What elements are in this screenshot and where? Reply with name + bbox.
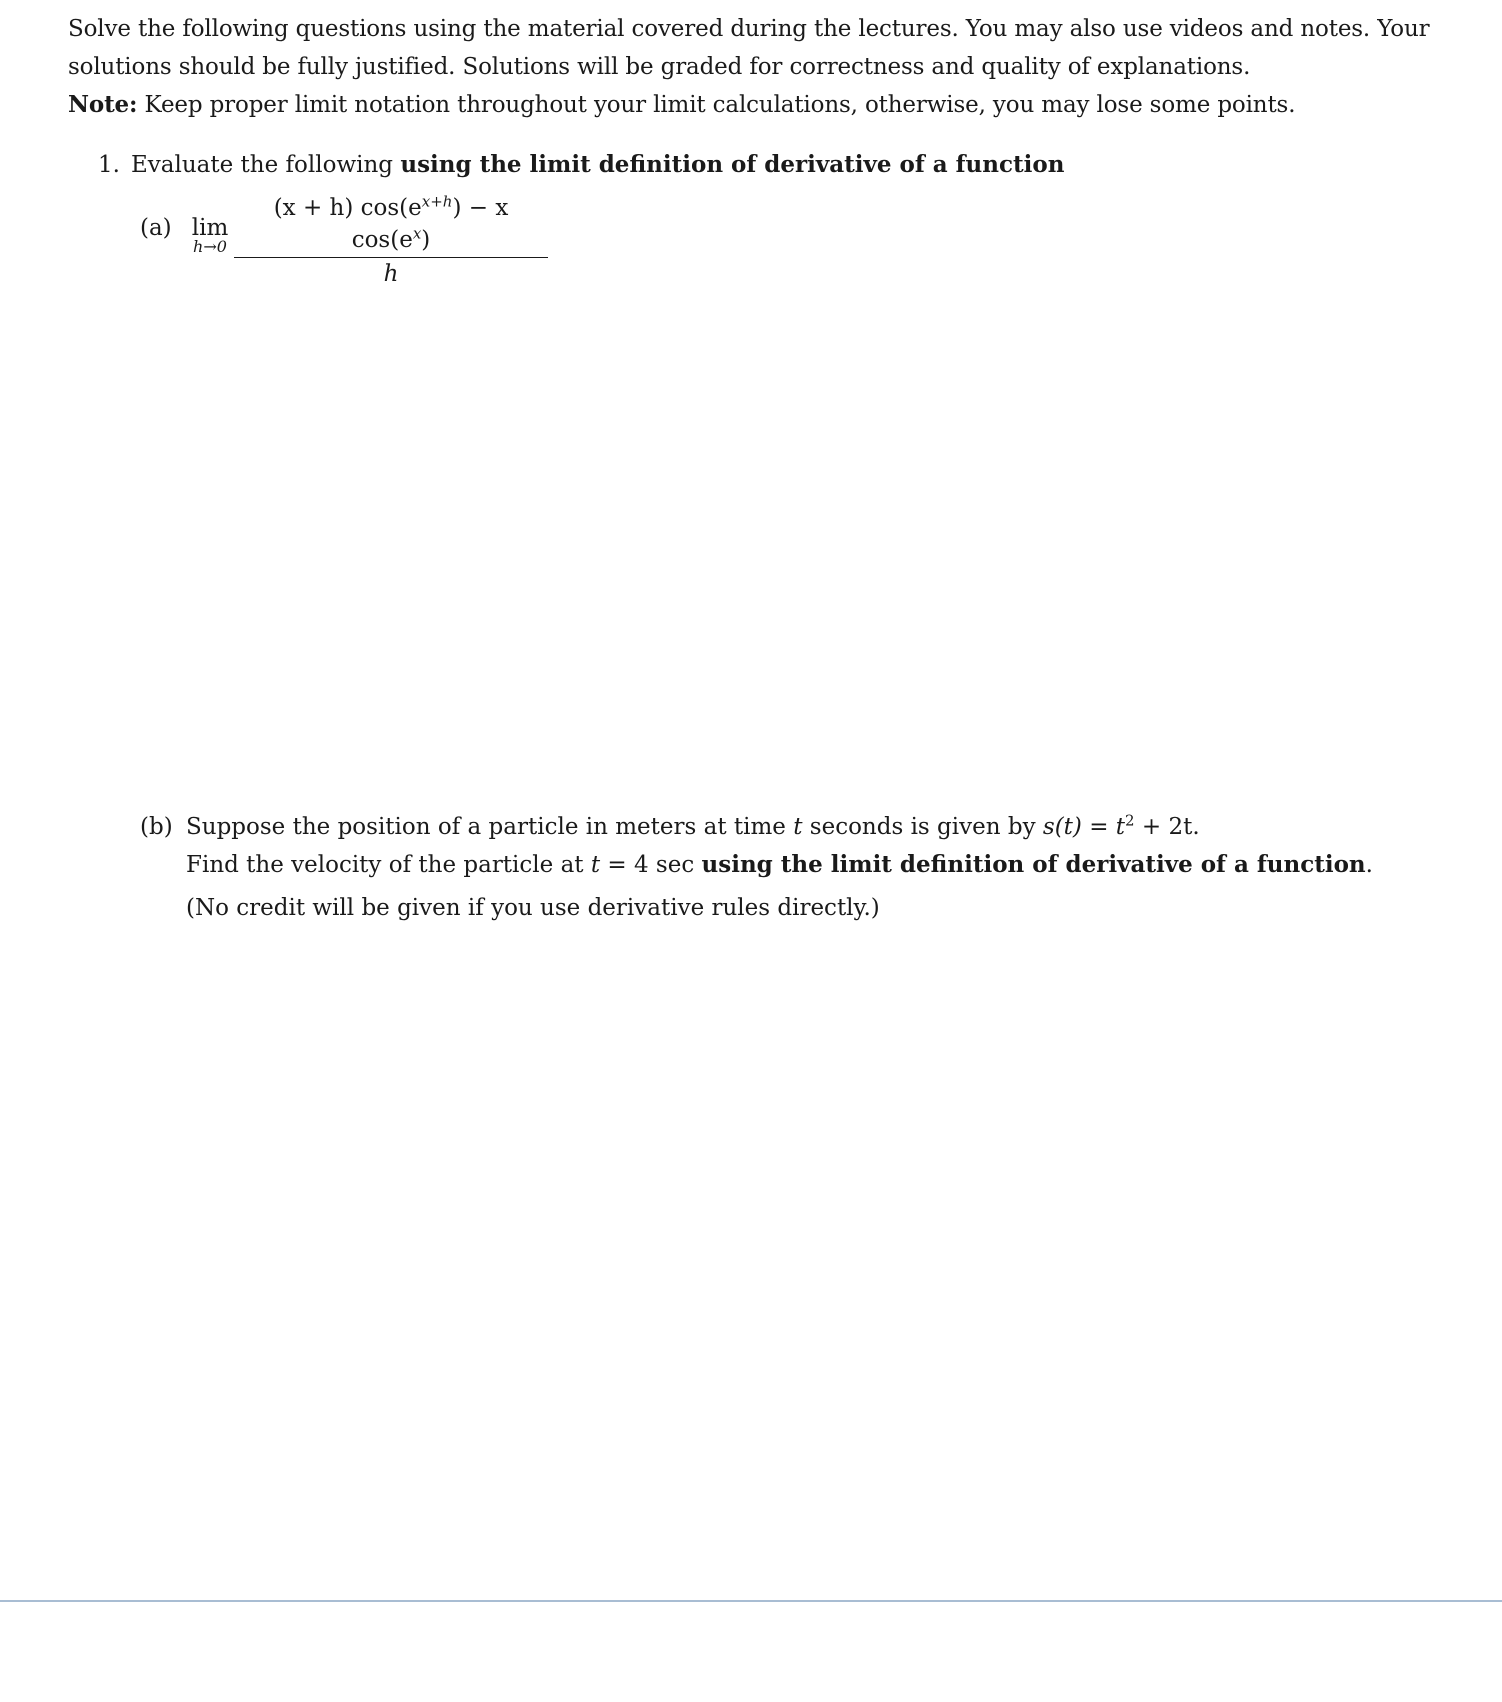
variable-t: t — [793, 814, 803, 840]
numerator-part-2: ) − x cos(e — [351, 195, 509, 253]
position-formula-end: + 2t. — [1134, 814, 1200, 840]
part-b-label: (b) — [140, 814, 173, 840]
instructions-line-2: solutions should be fully justified. Solutions will be graded for correctness and quality of explanations. — [68, 54, 1251, 80]
limit-fraction — [234, 192, 548, 290]
numerator-exponent-1: x+h — [421, 192, 453, 211]
part-b-body — [186, 808, 1446, 927]
part-a-label: (a) — [140, 215, 172, 241]
part-b-line-1 — [186, 808, 1446, 846]
formula-exponent: 2 — [1125, 811, 1135, 830]
position-formula: s(t) = t — [1042, 814, 1126, 840]
part-b-emphasis: using the limit definition of derivative of a function — [701, 851, 1366, 878]
note-line — [68, 86, 1448, 124]
question-1-text: Evaluate the following — [131, 152, 401, 178]
question-1-emphasis: using the limit definition of derivative of a function — [400, 151, 1065, 178]
note-label: Note: — [68, 91, 138, 118]
numerator-part-3: ) — [421, 227, 431, 253]
fraction-numerator — [234, 192, 548, 258]
limit-operator — [188, 215, 232, 255]
variable-t-2: t — [590, 852, 601, 878]
instructions-line-1: Solve the following questions using the material covered during the lectures. You may also use videos and notes. Your — [68, 16, 1430, 42]
numerator-exponent-2: x — [412, 224, 422, 243]
part-b-line-3: (No credit will be given if you use derivative rules directly.) — [186, 895, 880, 921]
part-b-line-1-text-a: Suppose the position of a particle in meters at time — [186, 814, 794, 840]
fraction-denominator: h — [383, 261, 399, 287]
part-b-line-1-text-b: seconds is given by — [802, 814, 1043, 840]
part-b-line-2-end: . — [1365, 852, 1373, 878]
limit-subscript: h→0 — [193, 237, 227, 256]
question-1 — [98, 146, 1064, 184]
limit-text: lim — [191, 215, 229, 241]
question-1-number: 1. — [98, 152, 120, 178]
part-b-line-2-text-b: = 4 sec — [600, 852, 702, 878]
page-divider — [0, 1600, 1502, 1602]
instructions — [68, 10, 1448, 124]
part-b-line-2 — [186, 846, 1446, 884]
numerator-part-1: (x + h) cos(e — [273, 195, 422, 221]
part-b-line-2-text-a: Find the velocity of the particle at — [186, 852, 591, 878]
note-text: Keep proper limit notation throughout your limit calculations, otherwise, you may lose some points. — [137, 92, 1296, 118]
